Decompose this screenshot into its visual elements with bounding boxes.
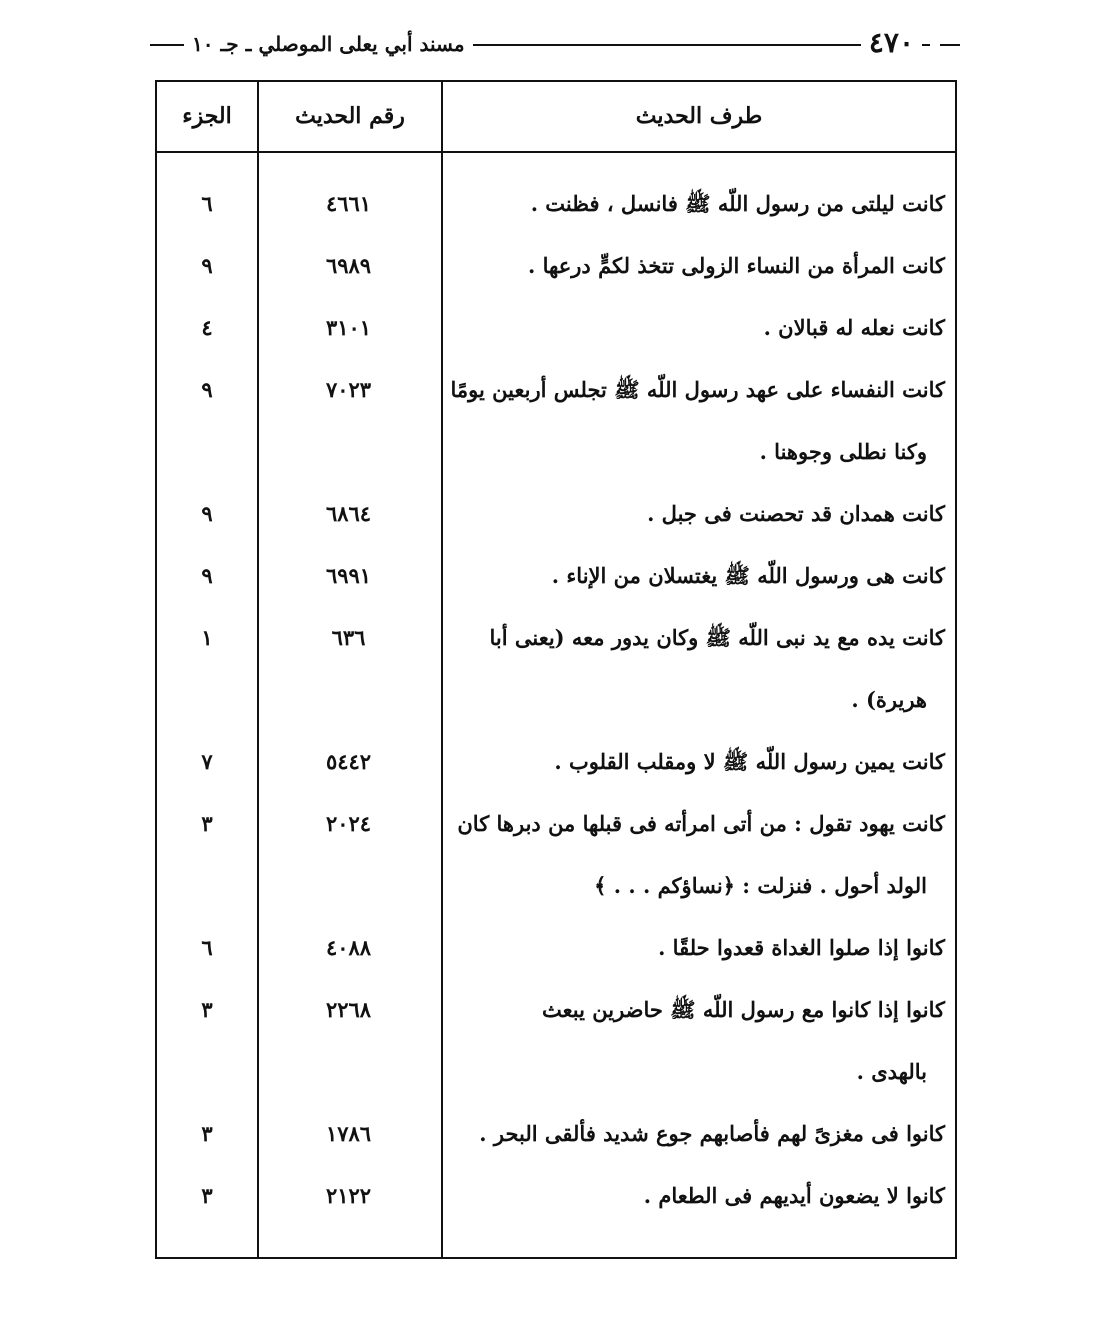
hadith-text-continuation: بالهدى . (856, 1059, 927, 1084)
hadith-number: ٢١٢٢ (325, 1183, 372, 1208)
table-row (157, 173, 955, 235)
hadith-number: ٥٤٤٢ (325, 749, 372, 774)
column-header-hadith-part: طرف الحديث (635, 103, 763, 129)
hadith-text: كانت يهود تقول : من أتى امرأته فى قبلها من دبرها كان (457, 811, 945, 836)
hadith-text-continuation: الولد أحول . فنزلت : ﴿نساؤكم . . . ﴾ (594, 873, 927, 898)
header-divider (157, 151, 955, 153)
hadith-text: كانت يمين رسول اللّه ﷺ لا ومقلب القلوب . (554, 749, 945, 774)
table-row (157, 917, 955, 979)
hadith-number: ٣١٠١ (325, 315, 372, 340)
hadith-number: ١٧٨٦ (325, 1121, 372, 1146)
hadith-text: كانت هى ورسول اللّه ﷺ يغتسلان من الإناء . (551, 563, 945, 588)
volume-number: ٣ (201, 1121, 213, 1146)
header-rule-end (940, 44, 960, 46)
table-row (157, 1165, 955, 1227)
hadith-text: كانت ليلتى من رسول اللّه ﷺ فانسل ، فظنت . (530, 191, 945, 216)
hadith-text: كانت يده مع يد نبى اللّه ﷺ وكان يدور معه (يعنى أبا (489, 625, 945, 650)
table-row (157, 1103, 955, 1165)
hadith-number: ٧٠٢٣ (325, 377, 372, 402)
table-row (157, 297, 955, 359)
hadith-text-continuation: وكنا نطلى وجوهنا . (759, 439, 927, 464)
table-row (157, 359, 955, 421)
hadith-number: ٦٩٩١ (325, 563, 372, 588)
column-header-hadith-number: رقم الحديث (295, 103, 405, 129)
hadith-text: كانوا إذا كانوا مع رسول اللّه ﷺ حاضرين يبعث (542, 997, 945, 1022)
volume-number: ٦ (201, 191, 213, 216)
hadith-text: كانوا لا يضعون أيديهم فى الطعام . (643, 1183, 945, 1208)
table-row (157, 545, 955, 607)
table-row (157, 235, 955, 297)
hadith-index-table (155, 80, 957, 1259)
table-row (157, 669, 955, 731)
volume-number: ٣ (201, 1183, 213, 1208)
volume-number: ٣ (201, 811, 213, 836)
page-number: ٤٧٠ (861, 26, 922, 60)
hadith-text: كانت همدان قد تحصنت فى جبل . (647, 501, 945, 526)
hadith-number: ٦٨٦٤ (325, 501, 372, 526)
table-row (157, 855, 955, 917)
hadith-text: كانت المرأة من النساء الزولى تتخذ لكمٍّ درعها . (528, 253, 945, 278)
table-row (157, 607, 955, 669)
table-row (157, 731, 955, 793)
volume-number: ٦ (201, 935, 213, 960)
volume-number: ٩ (201, 377, 213, 402)
table-row (157, 793, 955, 855)
volume-number: ٧ (201, 749, 213, 774)
column-header-volume: الجزء (182, 103, 232, 129)
hadith-text-continuation: هريرة) . (851, 687, 927, 712)
volume-number: ٩ (201, 501, 213, 526)
hadith-number: ٢٢٦٨ (325, 997, 372, 1022)
hadith-text: كانوا إذا صلوا الغداة قعدوا حلقًا . (658, 935, 945, 960)
table-row (157, 1041, 955, 1103)
volume-number: ٩ (201, 563, 213, 588)
table-row (157, 421, 955, 483)
hadith-text: كانوا فى مغزىً لهم فأصابهم جوع شديد فألقى البحر . (479, 1121, 945, 1146)
hadith-text: كانت نعله له قبالان . (763, 315, 945, 340)
volume-number: ٩ (201, 253, 213, 278)
hadith-number: ٤٠٨٨ (325, 935, 372, 960)
volume-number: ٤ (201, 315, 213, 340)
table-row (157, 483, 955, 545)
volume-number: ٣ (201, 997, 213, 1022)
hadith-number: ٦٩٨٩ (325, 253, 372, 278)
hadith-number: ٢٠٢٤ (325, 811, 372, 836)
hadith-text: كانت النفساء على عهد رسول اللّه ﷺ تجلس أربعين يومًا (450, 377, 945, 402)
running-header (150, 26, 960, 62)
book-title: مسند أبي يعلى الموصلي ـ جـ ١٠ (184, 28, 473, 60)
hadith-number: ٦٣٦ (331, 625, 366, 650)
volume-number: ١ (201, 625, 213, 650)
hadith-number: ٤٦٦١ (325, 191, 372, 216)
table-row (157, 979, 955, 1041)
